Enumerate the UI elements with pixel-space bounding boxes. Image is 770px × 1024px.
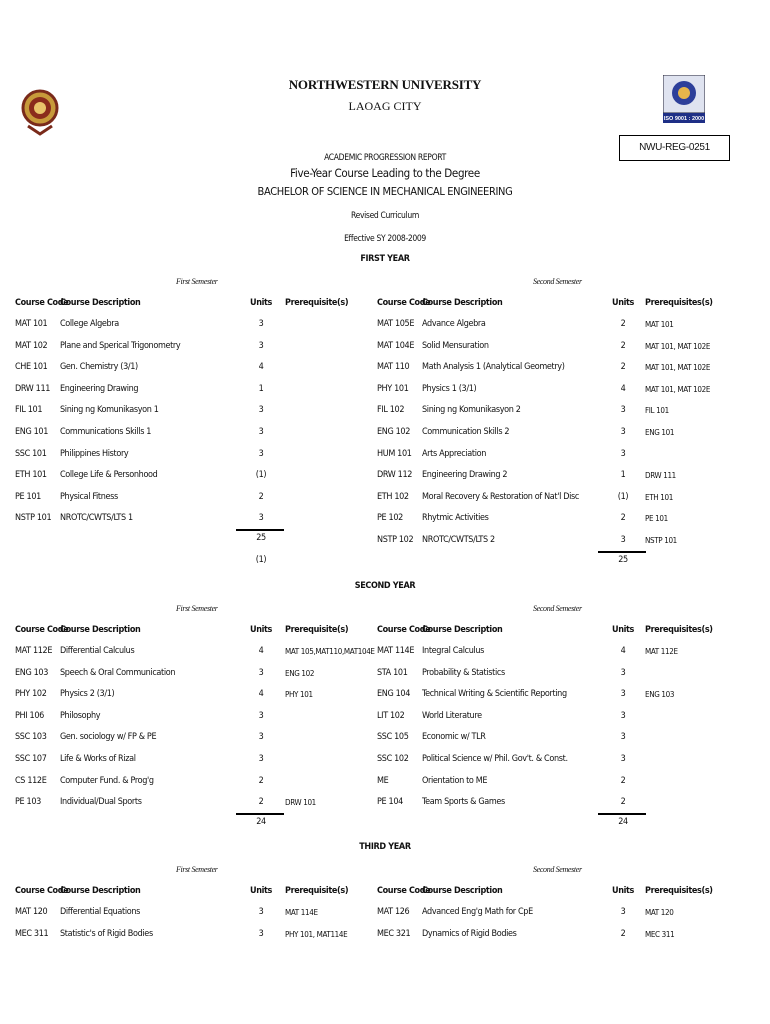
course-code: ENG 103 xyxy=(15,667,49,678)
course-description: Communication Skills 2 xyxy=(422,427,510,437)
column-header-units: Units xyxy=(249,298,273,308)
course-code: SSC 102 xyxy=(377,754,409,764)
course-prerequisite: DRW 101 xyxy=(285,798,316,808)
course-description: Moral Recovery & Restoration of Nat'l Disc xyxy=(422,491,579,502)
course-units: (1) xyxy=(255,470,267,481)
column-header-units: Units xyxy=(611,298,635,308)
course-description: Philosophy xyxy=(60,710,101,721)
course-code: FIL 101 xyxy=(15,405,43,416)
course-units: 4 xyxy=(620,383,626,394)
course-code: HUM 101 xyxy=(377,448,412,459)
course-description: NROTC/CWTS/LTS 1 xyxy=(60,513,133,524)
document-code: NWU-REG-0251 xyxy=(619,135,730,161)
course-code: PE 104 xyxy=(377,797,403,808)
course-units: 2 xyxy=(258,491,264,502)
course-code: ENG 102 xyxy=(377,427,411,437)
column-header-description: Course Description xyxy=(422,298,503,308)
course-units: 3 xyxy=(620,427,626,437)
course-description: Solid Mensuration xyxy=(422,340,489,351)
course-prerequisite: ENG 101 xyxy=(645,428,675,437)
course-code: CHE 101 xyxy=(15,362,48,373)
semester-label-first: First Semester xyxy=(176,277,218,286)
course-description: Orientation to ME xyxy=(422,775,488,786)
course-prerequisite: DRW 111 xyxy=(645,471,676,481)
course-code: MAT 104E xyxy=(377,340,415,351)
course-units: 4 xyxy=(258,689,264,700)
column-header-code: Course Code xyxy=(15,625,69,635)
course-units: 3 xyxy=(258,754,264,764)
revised-curriculum: Revised Curriculum xyxy=(351,211,419,221)
column-header-units: Units xyxy=(611,625,635,635)
course-code: SSC 101 xyxy=(15,448,47,459)
course-units: 3 xyxy=(620,535,626,545)
course-description: Individual/Dual Sports xyxy=(60,797,142,808)
course-code: FIL 102 xyxy=(377,405,405,416)
course-code: PHY 101 xyxy=(377,383,409,394)
course-description: Differential Calculus xyxy=(60,646,135,656)
subtotal-rule xyxy=(236,529,284,531)
course-description: Statistic's of Rigid Bodies xyxy=(60,928,153,939)
course-description: Technical Writing & Scientific Reporting xyxy=(422,689,567,700)
course-units: 3 xyxy=(620,689,626,700)
course-units: 2 xyxy=(620,513,626,524)
course-description: Life & Works of Rizal xyxy=(60,754,136,764)
column-header-prerequisites: Prerequisite(s) xyxy=(285,298,349,308)
course-code: ENG 104 xyxy=(377,689,411,700)
course-prerequisite: ENG 102 xyxy=(285,668,315,678)
column-header-units: Units xyxy=(249,625,273,635)
column-header-code: Course Code xyxy=(15,298,69,308)
column-header-units: Units xyxy=(249,886,273,896)
course-prerequisite: MAT 101, MAT 102E xyxy=(645,341,711,351)
course-units: 4 xyxy=(258,362,264,373)
course-units: 3 xyxy=(620,710,626,721)
course-prerequisite: PHY 101 xyxy=(285,690,313,700)
semester-total-extra-units: (1) xyxy=(255,554,267,565)
column-header-prerequisites: Prerequisites(s) xyxy=(645,298,713,308)
course-code: NSTP 102 xyxy=(377,535,414,545)
course-units: 3 xyxy=(258,928,264,939)
semester-total-units: 25 xyxy=(256,533,266,543)
course-units: 2 xyxy=(258,797,264,808)
semester-total-units: 24 xyxy=(256,816,266,827)
course-description: Advance Algebra xyxy=(422,319,486,329)
course-code: ETH 102 xyxy=(377,491,409,502)
course-units: (1) xyxy=(617,491,629,502)
column-header-prerequisites: Prerequisites(s) xyxy=(645,886,713,896)
course-code: MAT 102 xyxy=(15,340,48,351)
course-code: MAT 101 xyxy=(15,319,48,329)
course-prerequisite: MAT 101, MAT 102E xyxy=(645,384,711,394)
column-header-description: Course Description xyxy=(422,625,503,635)
column-header-code: Course Code xyxy=(377,298,431,308)
course-description: Advanced Eng'g Math for CpE xyxy=(422,907,533,917)
course-description: College Algebra xyxy=(60,319,119,329)
course-code: DRW 111 xyxy=(15,383,51,394)
semester-label-second: Second Semester xyxy=(533,277,582,286)
course-description: World Literature xyxy=(422,710,482,721)
course-prerequisite: ETH 101 xyxy=(645,492,673,502)
course-units: 3 xyxy=(258,427,264,437)
course-code: SSC 103 xyxy=(15,732,47,743)
course-units: 3 xyxy=(258,667,264,678)
semester-label-first: First Semester xyxy=(176,865,218,874)
course-description: Arts Appreciation xyxy=(422,448,486,459)
course-description: Probability & Statistics xyxy=(422,667,505,678)
course-description: Differential Equations xyxy=(60,907,140,917)
course-code: MEC 311 xyxy=(15,928,49,939)
course-code: MAT 126 xyxy=(377,907,410,917)
course-description: Physics 1 (3/1) xyxy=(422,383,477,394)
course-description: Engineering Drawing 2 xyxy=(422,470,508,481)
course-prerequisite: MAT 114E xyxy=(285,908,318,917)
course-code: MAT 114E xyxy=(377,646,415,656)
course-units: 3 xyxy=(258,513,264,524)
course-description: Philippines History xyxy=(60,448,129,459)
column-header-prerequisites: Prerequisites(s) xyxy=(645,625,713,635)
course-units: 2 xyxy=(620,775,626,786)
column-header-description: Course Description xyxy=(60,298,141,308)
course-units: 2 xyxy=(620,928,626,939)
course-description: Engineering Drawing xyxy=(60,383,139,394)
course-description: Speech & Oral Communication xyxy=(60,667,176,678)
course-description: NROTC/CWTS/LTS 2 xyxy=(422,535,495,545)
column-header-code: Course Code xyxy=(377,886,431,896)
course-code: SSC 107 xyxy=(15,754,47,764)
course-units: 3 xyxy=(620,754,626,764)
course-code: CS 112E xyxy=(15,775,47,786)
column-header-description: Course Description xyxy=(60,625,141,635)
course-description: Gen. Chemistry (3/1) xyxy=(60,362,138,373)
course-code: MAT 105E xyxy=(377,319,415,329)
city-name: LAOAG CITY xyxy=(348,99,422,113)
course-units: 2 xyxy=(620,797,626,808)
course-units: 3 xyxy=(258,405,264,416)
course-title: Five-Year Course Leading to the Degree xyxy=(290,166,480,180)
subtotal-rule xyxy=(598,813,646,815)
course-code: MAT 120 xyxy=(15,907,48,917)
year-title: FIRST YEAR xyxy=(360,254,410,264)
course-description: Computer Fund. & Prog'g xyxy=(60,775,154,786)
course-units: 2 xyxy=(620,319,626,329)
course-units: 3 xyxy=(620,405,626,416)
course-units: 4 xyxy=(258,646,264,656)
course-prerequisite: FIL 101 xyxy=(645,406,669,416)
course-units: 3 xyxy=(620,907,626,917)
semester-label-first: First Semester xyxy=(176,604,218,613)
year-title: THIRD YEAR xyxy=(359,842,411,852)
course-units: 3 xyxy=(620,448,626,459)
iso-label: ISO 9001 : 2000 xyxy=(663,116,705,122)
report-title: ACADEMIC PROGRESSION REPORT xyxy=(324,153,446,163)
course-code: LIT 102 xyxy=(377,710,405,721)
course-units: 3 xyxy=(258,319,264,329)
university-name: NORTHWESTERN UNIVERSITY xyxy=(288,77,482,92)
column-header-prerequisites: Prerequisite(s) xyxy=(285,886,349,896)
course-description: Gen. sociology w/ FP & PE xyxy=(60,732,157,743)
course-units: 2 xyxy=(258,775,264,786)
course-description: Math Analysis 1 (Analytical Geometry) xyxy=(422,362,565,373)
course-description: Team Sports & Games xyxy=(422,797,505,808)
column-header-description: Course Description xyxy=(60,886,141,896)
course-code: PE 102 xyxy=(377,513,403,524)
course-prerequisite: ENG 103 xyxy=(645,690,675,700)
column-header-prerequisites: Prerequisite(s) xyxy=(285,625,349,635)
course-code: SSC 105 xyxy=(377,732,409,743)
subtotal-rule xyxy=(236,813,284,815)
course-units: 3 xyxy=(258,340,264,351)
course-description: Plane and Sperical Trigonometry xyxy=(60,340,181,351)
course-units: 3 xyxy=(620,667,626,678)
course-code: PHI 106 xyxy=(15,710,44,721)
course-units: 3 xyxy=(258,710,264,721)
semester-label-second: Second Semester xyxy=(533,604,582,613)
course-code: PE 103 xyxy=(15,797,41,808)
course-code: ETH 101 xyxy=(15,470,47,481)
semester-total-units: 25 xyxy=(618,554,628,565)
course-description: Physics 2 (3/1) xyxy=(60,689,115,700)
course-description: Integral Calculus xyxy=(422,646,485,656)
year-title: SECOND YEAR xyxy=(354,581,416,591)
course-units: 3 xyxy=(258,907,264,917)
column-header-description: Course Description xyxy=(422,886,503,896)
column-header-units: Units xyxy=(611,886,635,896)
course-units: 3 xyxy=(620,732,626,743)
course-code: NSTP 101 xyxy=(15,513,52,524)
course-description: Communications Skills 1 xyxy=(60,427,152,437)
column-header-code: Course Code xyxy=(15,886,69,896)
course-code: MAT 110 xyxy=(377,362,410,373)
course-description: Sining ng Komunikasyon 1 xyxy=(60,405,159,416)
course-description: Rhytmic Activities xyxy=(422,513,489,524)
course-units: 3 xyxy=(258,732,264,743)
course-units: 4 xyxy=(620,646,626,656)
degree-title: BACHELOR OF SCIENCE IN MECHANICAL ENGINEERING xyxy=(257,185,513,198)
course-description: Dynamics of Rigid Bodies xyxy=(422,928,517,939)
course-description: Political Science w/ Phil. Gov't. & Const. xyxy=(422,754,568,764)
course-units: 2 xyxy=(620,340,626,351)
course-units: 1 xyxy=(258,383,264,394)
course-description: Sining ng Komunikasyon 2 xyxy=(422,405,521,416)
course-description: Economic w/ TLR xyxy=(422,732,486,743)
course-units: 2 xyxy=(620,362,626,373)
course-code: PE 101 xyxy=(15,491,41,502)
course-prerequisite: MAT 101 xyxy=(645,320,674,329)
course-code: STA 101 xyxy=(377,667,408,678)
course-description: College Life & Personhood xyxy=(60,470,158,481)
course-code: PHY 102 xyxy=(15,689,47,700)
semester-label-second: Second Semester xyxy=(533,865,582,874)
semester-total-units: 24 xyxy=(618,816,628,827)
course-code: ME xyxy=(377,775,389,786)
course-units: 3 xyxy=(258,448,264,459)
course-prerequisite: NSTP 101 xyxy=(645,536,677,545)
course-prerequisite: PE 101 xyxy=(645,514,668,524)
course-prerequisite: MAT 112E xyxy=(645,647,678,656)
course-prerequisite: MAT 120 xyxy=(645,908,674,917)
course-prerequisite: PHY 101, MAT114E xyxy=(285,929,348,939)
course-description: Physical Fitness xyxy=(60,491,118,502)
column-header-code: Course Code xyxy=(377,625,431,635)
effective-year: Effective SY 2008-2009 xyxy=(344,234,426,244)
subtotal-rule xyxy=(598,551,646,553)
course-code: ENG 101 xyxy=(15,427,49,437)
course-code: DRW 112 xyxy=(377,470,413,481)
course-prerequisite: MAT 101, MAT 102E xyxy=(645,363,711,373)
course-units: 1 xyxy=(620,470,626,481)
course-code: MAT 112E xyxy=(15,646,53,656)
course-prerequisite: MEC 311 xyxy=(645,929,675,939)
course-prerequisite: MAT 105,MAT110,MAT104E xyxy=(285,647,375,656)
course-code: MEC 321 xyxy=(377,928,411,939)
